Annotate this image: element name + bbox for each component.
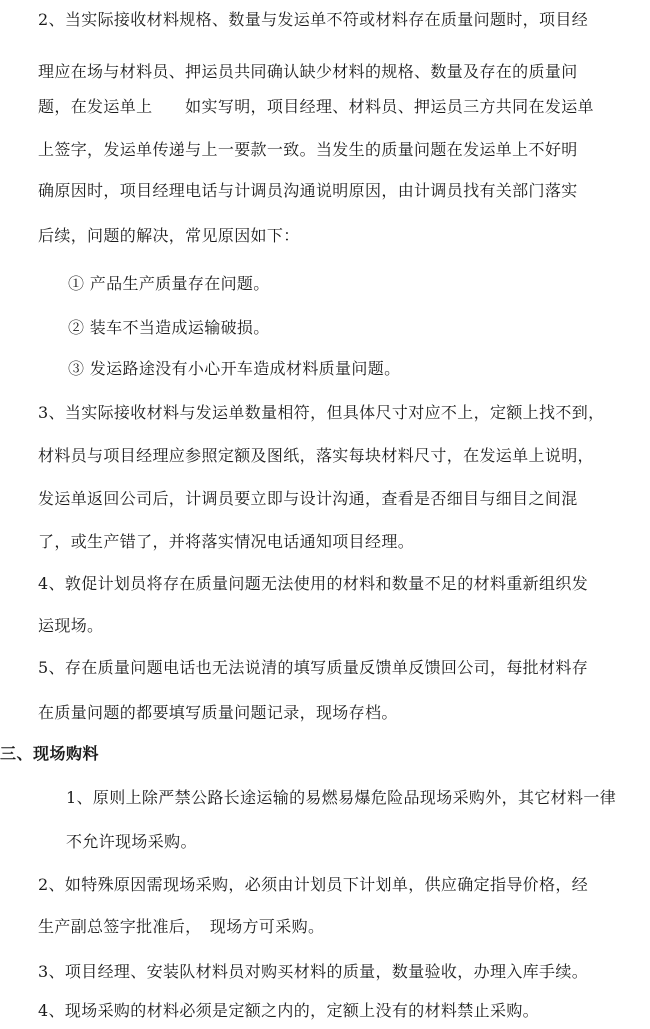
item3-line-2: 材料员与项目经理应参照定额及图纸，落实每块材料尺寸，在发运单上说明， xyxy=(38,446,594,465)
item2-line-3: 题，在发运单上 如实写明，项目经理、材料员、押运员三方共同在发运单 xyxy=(38,97,594,116)
item2-line-2: 理应在场与材料员、押运员共同确认缺少材料的规格、数量及存在的质量问 xyxy=(38,62,578,81)
section3-item1-line-2: 不允许现场采购。 xyxy=(66,832,197,851)
item4-line-2: 运现场。 xyxy=(38,616,104,635)
section3-item2-line-1: 2、如特殊原因需现场采购，必须由计划员下计划单，供应确定指导价格，经 xyxy=(38,875,589,894)
item3-line-4: 了，或生产错了，并将落实情况电话通知项目经理。 xyxy=(38,532,415,551)
item3-line-3: 发运单返回公司后，计调员要立即与设计沟通，查看是否细目与细目之间混 xyxy=(38,489,578,508)
section3-item4-line-1: 4、现场采购的材料必须是定额之内的，定额上没有的材料禁止采购。 xyxy=(38,1001,540,1020)
item2-line-6: 后续，问题的解决，常见原因如下： xyxy=(38,226,300,245)
cause-item-2: ② 装车不当造成运输破损。 xyxy=(68,318,270,337)
item2-line-5: 确原因时，项目经理电话与计调员沟通说明原因，由计调员找有关部门落实 xyxy=(38,181,578,200)
item5-line-2: 在质量问题的都要填写质量问题记录，现场存档。 xyxy=(38,703,398,722)
item3-line-1: 3、当实际接收材料与发运单数量相符，但具体尺寸对应不上，定额上找不到， xyxy=(38,403,605,422)
section3-item2-line-2: 生产副总签字批准后， 现场方可采购。 xyxy=(38,917,325,936)
section3-item1-line-1: 1、原则上除严禁公路长途运输的易燃易爆危险品现场采购外，其它材料一律 xyxy=(66,788,617,807)
item4-line-1: 4、敦促计划员将存在质量问题无法使用的材料和数量不足的材料重新组织发 xyxy=(38,574,589,593)
cause-item-1: ① 产品生产质量存在问题。 xyxy=(68,274,270,293)
section-heading: 三、现场购料 xyxy=(0,744,100,763)
section3-item3-line-1: 3、项目经理、安装队材料员对购买材料的质量，数量验收，办理入库手续。 xyxy=(38,962,589,981)
item2-line-1: 2、当实际接收材料规格、数量与发运单不符或材料存在质量问题时，项目经 xyxy=(38,10,589,29)
item2-line-4: 上签字，发运单传递与上一要款一致。当发生的质量问题在发运单上不好明 xyxy=(38,140,578,159)
item5-line-1: 5、存在质量问题电话也无法说清的填写质量反馈单反馈回公司，每批材料存 xyxy=(38,658,589,677)
cause-item-3: ③ 发运路途没有小心开车造成材料质量问题。 xyxy=(68,359,401,378)
